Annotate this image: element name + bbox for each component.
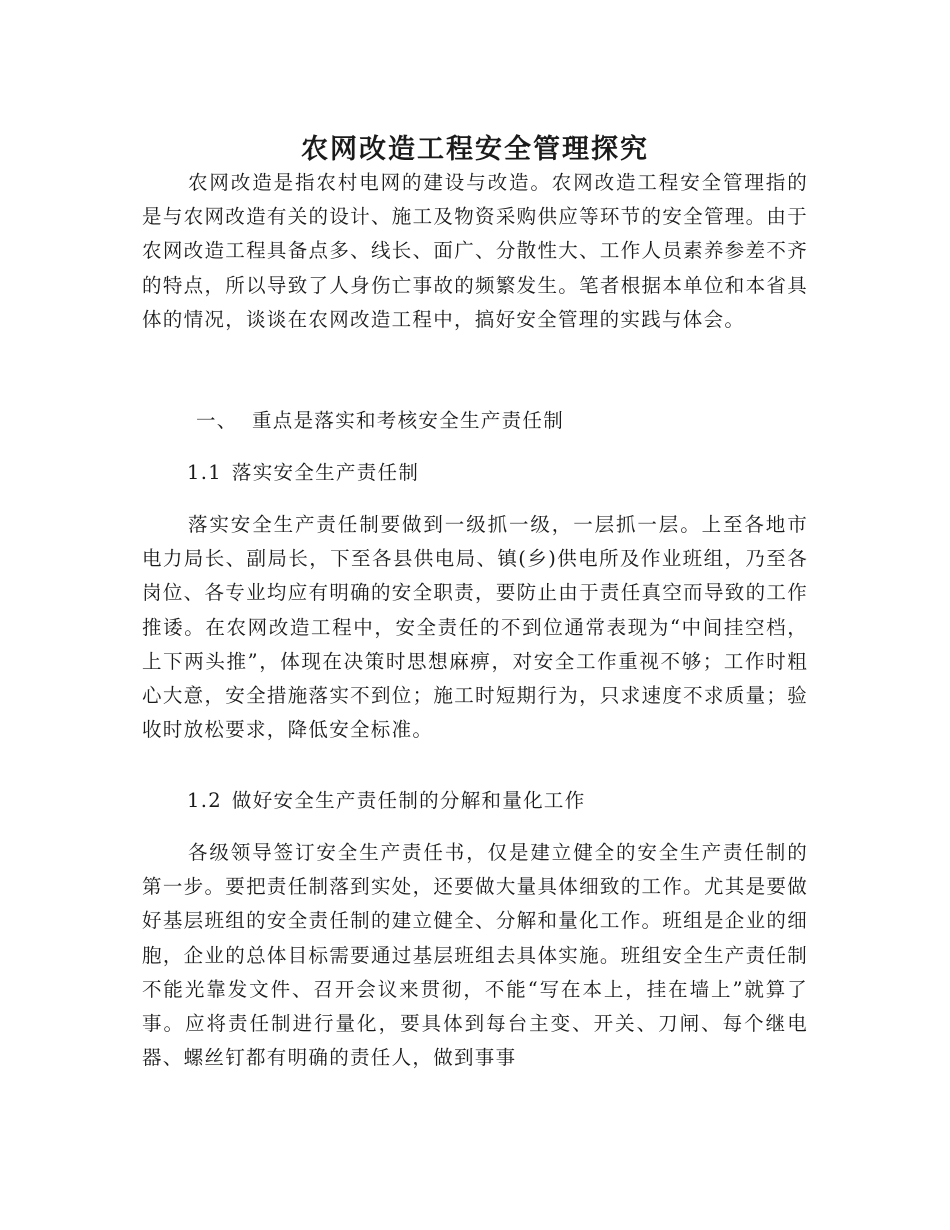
subsection-1-1-paragraph: 落实安全生产责任制要做到一级抓一级，一层抓一层。上至各地市电力局长、副局长，下至各县供电局、镇(乡)供电所及作业班组，乃至各岗位、各专业均应有明确的安全职责，要防止由于责任真空而导致的工作推诿。在农网改造工程中，安全责任的不到位通常表现为“中间挂空档，上下两头推”，体现在决策时思想麻痹，对安全工作重视不够；工作时粗心大意，安全措施落实不到位；施工时短期行为，只求速度不求质量；验收时放松要求，降低安全标准。 bbox=[142, 513, 808, 742]
subsection-1-2-title: 做好安全生产责任制的分解和量化工作 bbox=[231, 789, 586, 812]
subsection-1-1-heading bbox=[187, 456, 419, 490]
subsection-1-1-number: 1.1 bbox=[187, 461, 222, 484]
subsection-1-2-number: 1.2 bbox=[187, 789, 222, 812]
section-1-number: 一、 bbox=[196, 409, 238, 432]
subsection-1-2-heading bbox=[187, 784, 586, 818]
subsection-1-2-paragraph: 各级领导签订安全生产责任书，仅是建立健全的安全生产责任制的第一步。要把责任制落到实处，还要做大量具体细致的工作。尤其是要做好基层班组的安全责任制的建立健全、分解和量化工作。班组是企业的细胞，企业的总体目标需要通过基层班组去具体实施。班组安全生产责任制不能光靠发文件、召开会议来贯彻，不能“写在本上，挂在墙上”就算了事。应将责任制进行量化，要具体到每台主变、开关、刀闸、每个继电器、螺丝钉都有明确的责任人，做到事事 bbox=[142, 841, 808, 1070]
subsection-1-1-title: 落实安全生产责任制 bbox=[231, 461, 420, 484]
intro-paragraph: 农网改造是指农村电网的建设与改造。农网改造工程安全管理指的是与农网改造有关的设计、施工及物资采购供应等环节的安全管理。由于农网改造工程具备点多、线长、面广、分散性大、工作人员素养参差不齐的特点，所以导致了人身伤亡事故的频繁发生。笔者根据本单位和本省具体的情况，谈谈在农网改造工程中，搞好安全管理的实践与体会。 bbox=[142, 171, 808, 331]
section-1-title: 重点是落实和考核安全生产责任制 bbox=[252, 409, 565, 432]
section-1-heading bbox=[196, 404, 564, 438]
document-title: 农网改造工程安全管理探究 bbox=[301, 134, 649, 166]
